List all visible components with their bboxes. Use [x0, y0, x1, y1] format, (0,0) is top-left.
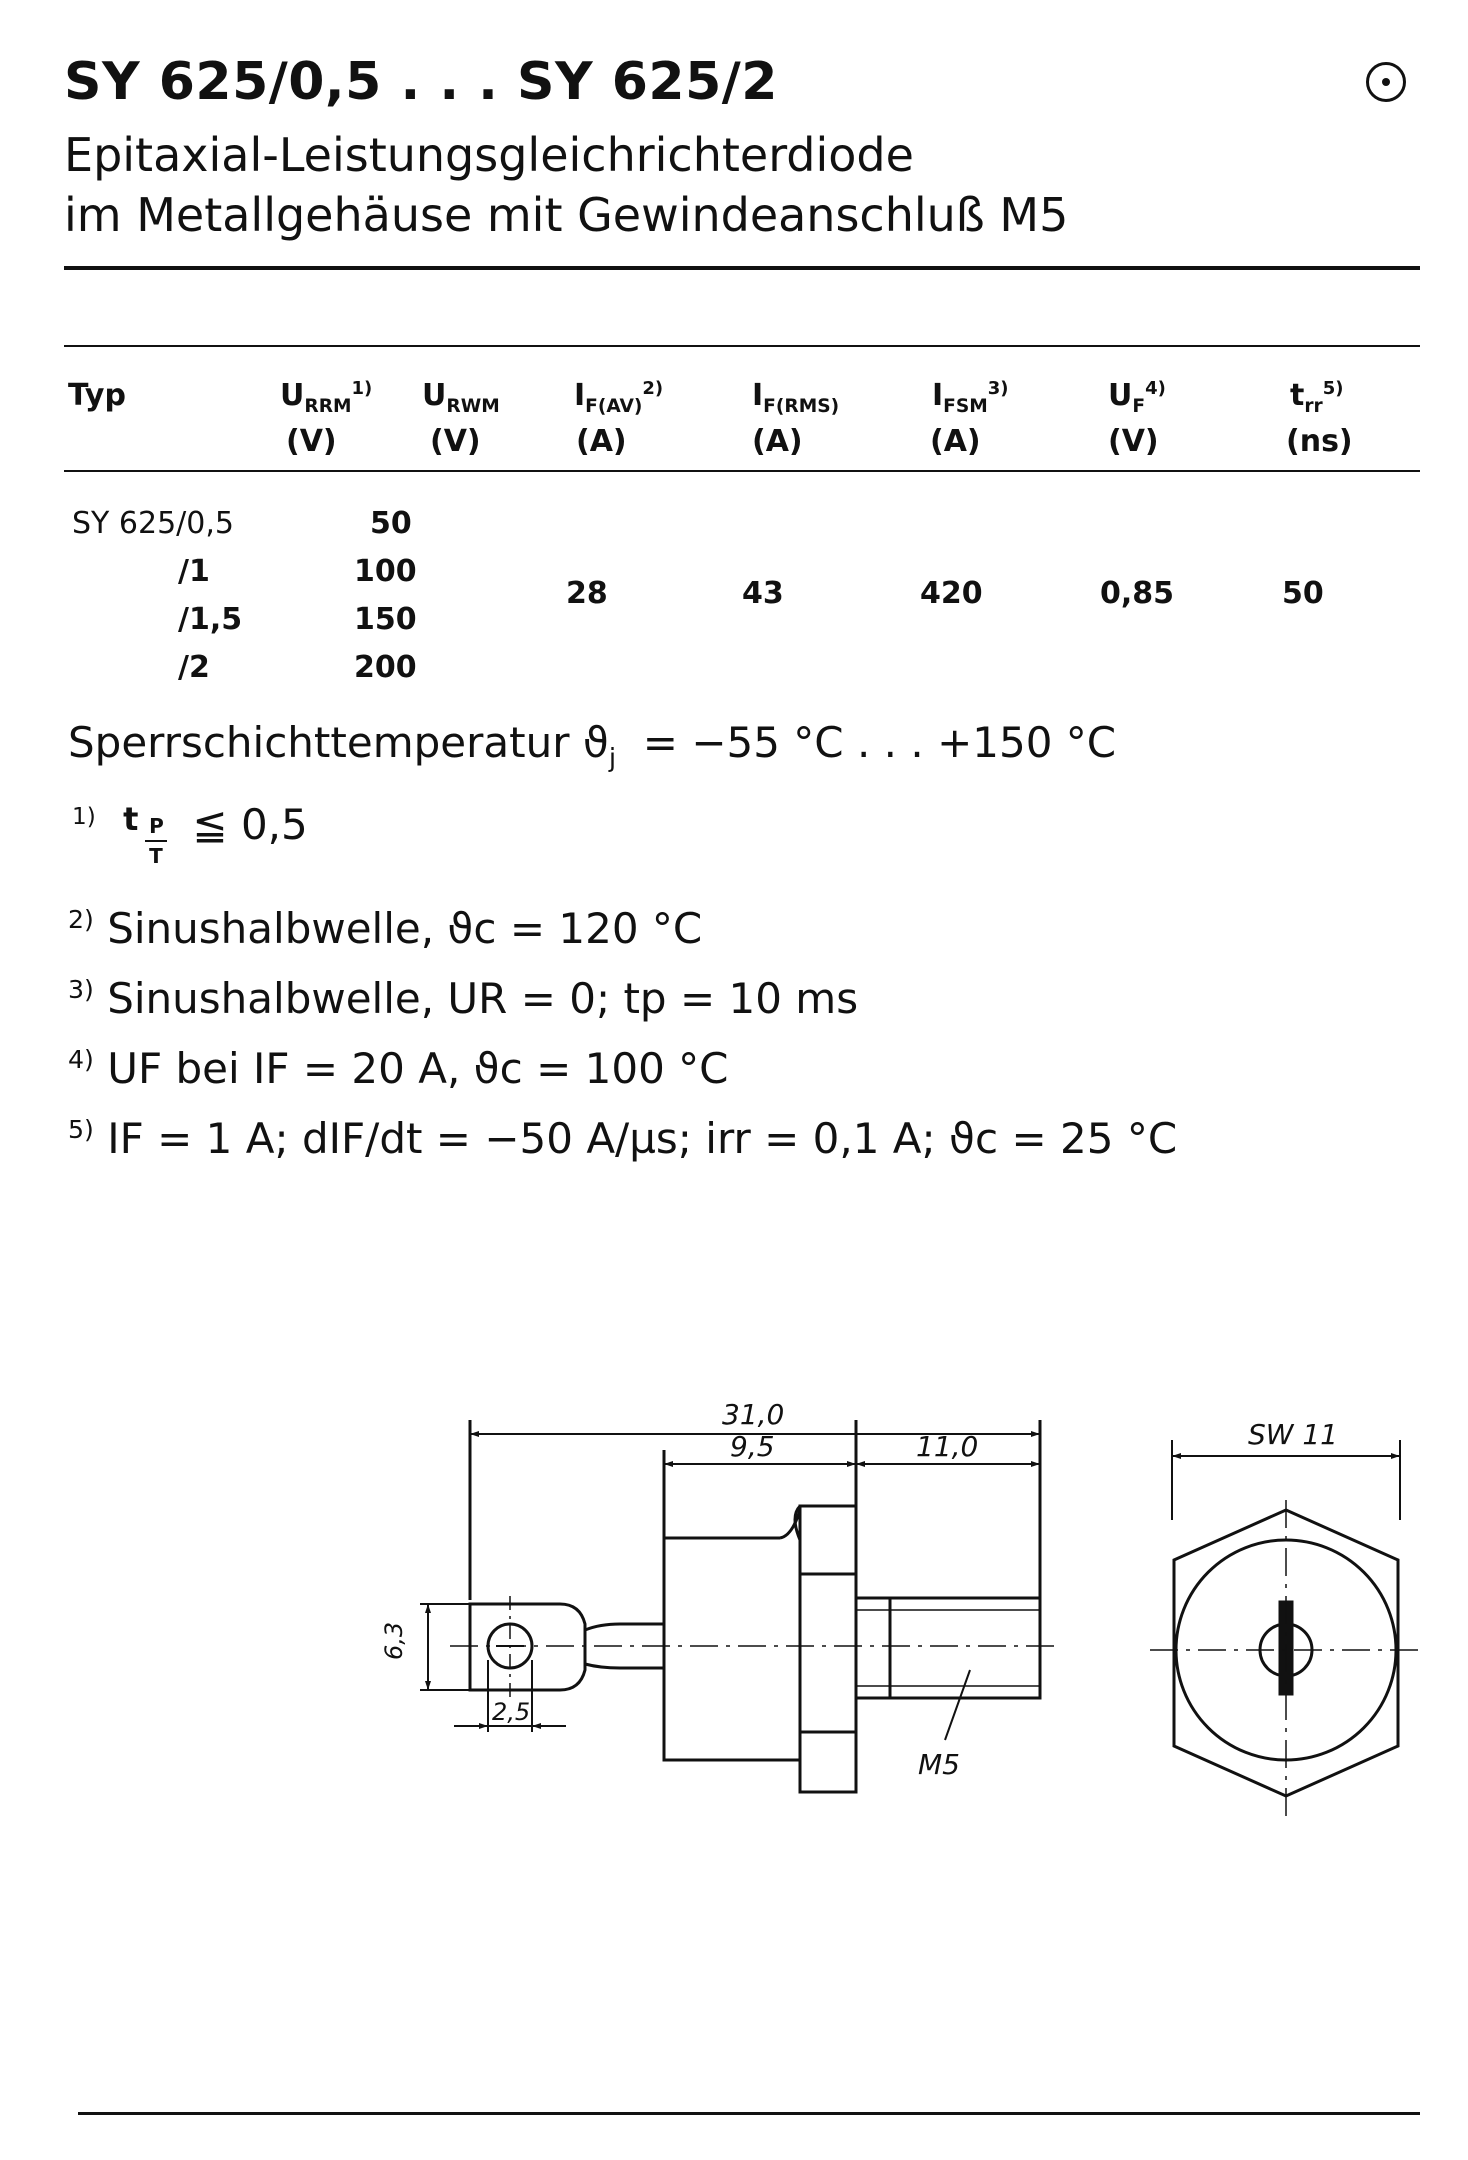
table-row-typ: SY 625/0,5 [72, 506, 234, 541]
package-drawing [0, 1360, 1468, 1840]
side-view [420, 1420, 1060, 1792]
wrench-size-label: SW 11 [1248, 1418, 1338, 1451]
subtitle-line-2: im Metallgehäuse mit Gewindeanschluß M5 [64, 188, 1069, 242]
footnote-4: $^{4)}$ UF bei IF = 20 A, ϑc = 100 °C [68, 1044, 729, 1093]
table-row-urrm: 50 [370, 506, 412, 541]
trr-value: 50 [1282, 576, 1324, 611]
col-ifsm-header: $I_{FSM}^{3)}$ [932, 378, 1009, 417]
table-row-typ: /1 [178, 554, 210, 589]
col-ifav-header: $I_{F(AV)}^{2)}$ [574, 378, 664, 417]
dim-thread: 11,0 [916, 1430, 979, 1463]
dim-body: 9,5 [730, 1430, 775, 1463]
thread-label: M5 [918, 1748, 960, 1781]
ifsm-value: 420 [920, 576, 983, 611]
footer-rule [78, 2112, 1420, 2115]
table-header-rule [64, 470, 1420, 472]
table-row-urrm: 200 [354, 650, 417, 685]
col-uf-header: $U_F^{4)}$ [1108, 378, 1166, 417]
col-ifav-unit: (A) [576, 424, 627, 459]
footnote-5: $^{5)}$ IF = 1 A; dIF/dt = −50 A/µs; irr = 0,1 A; ϑc = 25 °C [68, 1114, 1178, 1163]
col-ifrms-unit: (A) [752, 424, 803, 459]
uf-value: 0,85 [1100, 576, 1175, 611]
header-rule [64, 266, 1420, 270]
col-urwm-header: $U_{RWM}$ [422, 378, 500, 417]
col-urwm-unit: (V) [430, 424, 481, 459]
junction-temperature: Sperrschichttemperatur $ϑ_j = -55$ °C . . . +150 °C [68, 718, 1117, 774]
col-trr-header: $t_{rr}^{5)}$ [1290, 378, 1344, 417]
col-urrm-unit: (V) [286, 424, 337, 459]
col-trr-unit: (ns) [1286, 424, 1353, 459]
footnote-2: $^{2)}$ Sinushalbwelle, ϑc = 120 °C [68, 904, 703, 953]
col-typ-header: Typ [68, 378, 126, 413]
dim-height: 6,3 [380, 1621, 408, 1660]
end-view [1150, 1440, 1420, 1820]
table-row-urrm: 100 [354, 554, 417, 589]
footnote-1: $^{1)}$ t P T ≦ 0,5 [72, 800, 308, 868]
dim-total: 31,0 [722, 1398, 785, 1431]
page-title: SY 625/0,5 . . . SY 625/2 [64, 52, 778, 112]
table-row-typ: /1,5 [178, 602, 243, 637]
col-uf-unit: (V) [1108, 424, 1159, 459]
col-urrm-header: $U_{RRM}^{1)}$ [280, 378, 373, 417]
circle-dot-icon [1366, 62, 1406, 102]
table-top-rule [64, 345, 1420, 347]
dim-hole: 2,5 [492, 1698, 531, 1726]
table-row-typ: /2 [178, 650, 210, 685]
ifav-value: 28 [566, 576, 608, 611]
footnote-3: $^{3)}$ Sinushalbwelle, UR = 0; tp = 10 ms [68, 974, 859, 1023]
col-ifrms-header: $I_{F(RMS)}$ [752, 378, 840, 417]
table-row-urrm: 150 [354, 602, 417, 637]
col-ifsm-unit: (A) [930, 424, 981, 459]
ifrms-value: 43 [742, 576, 784, 611]
subtitle-line-1: Epitaxial-Leistungsgleichrichterdiode [64, 128, 914, 182]
